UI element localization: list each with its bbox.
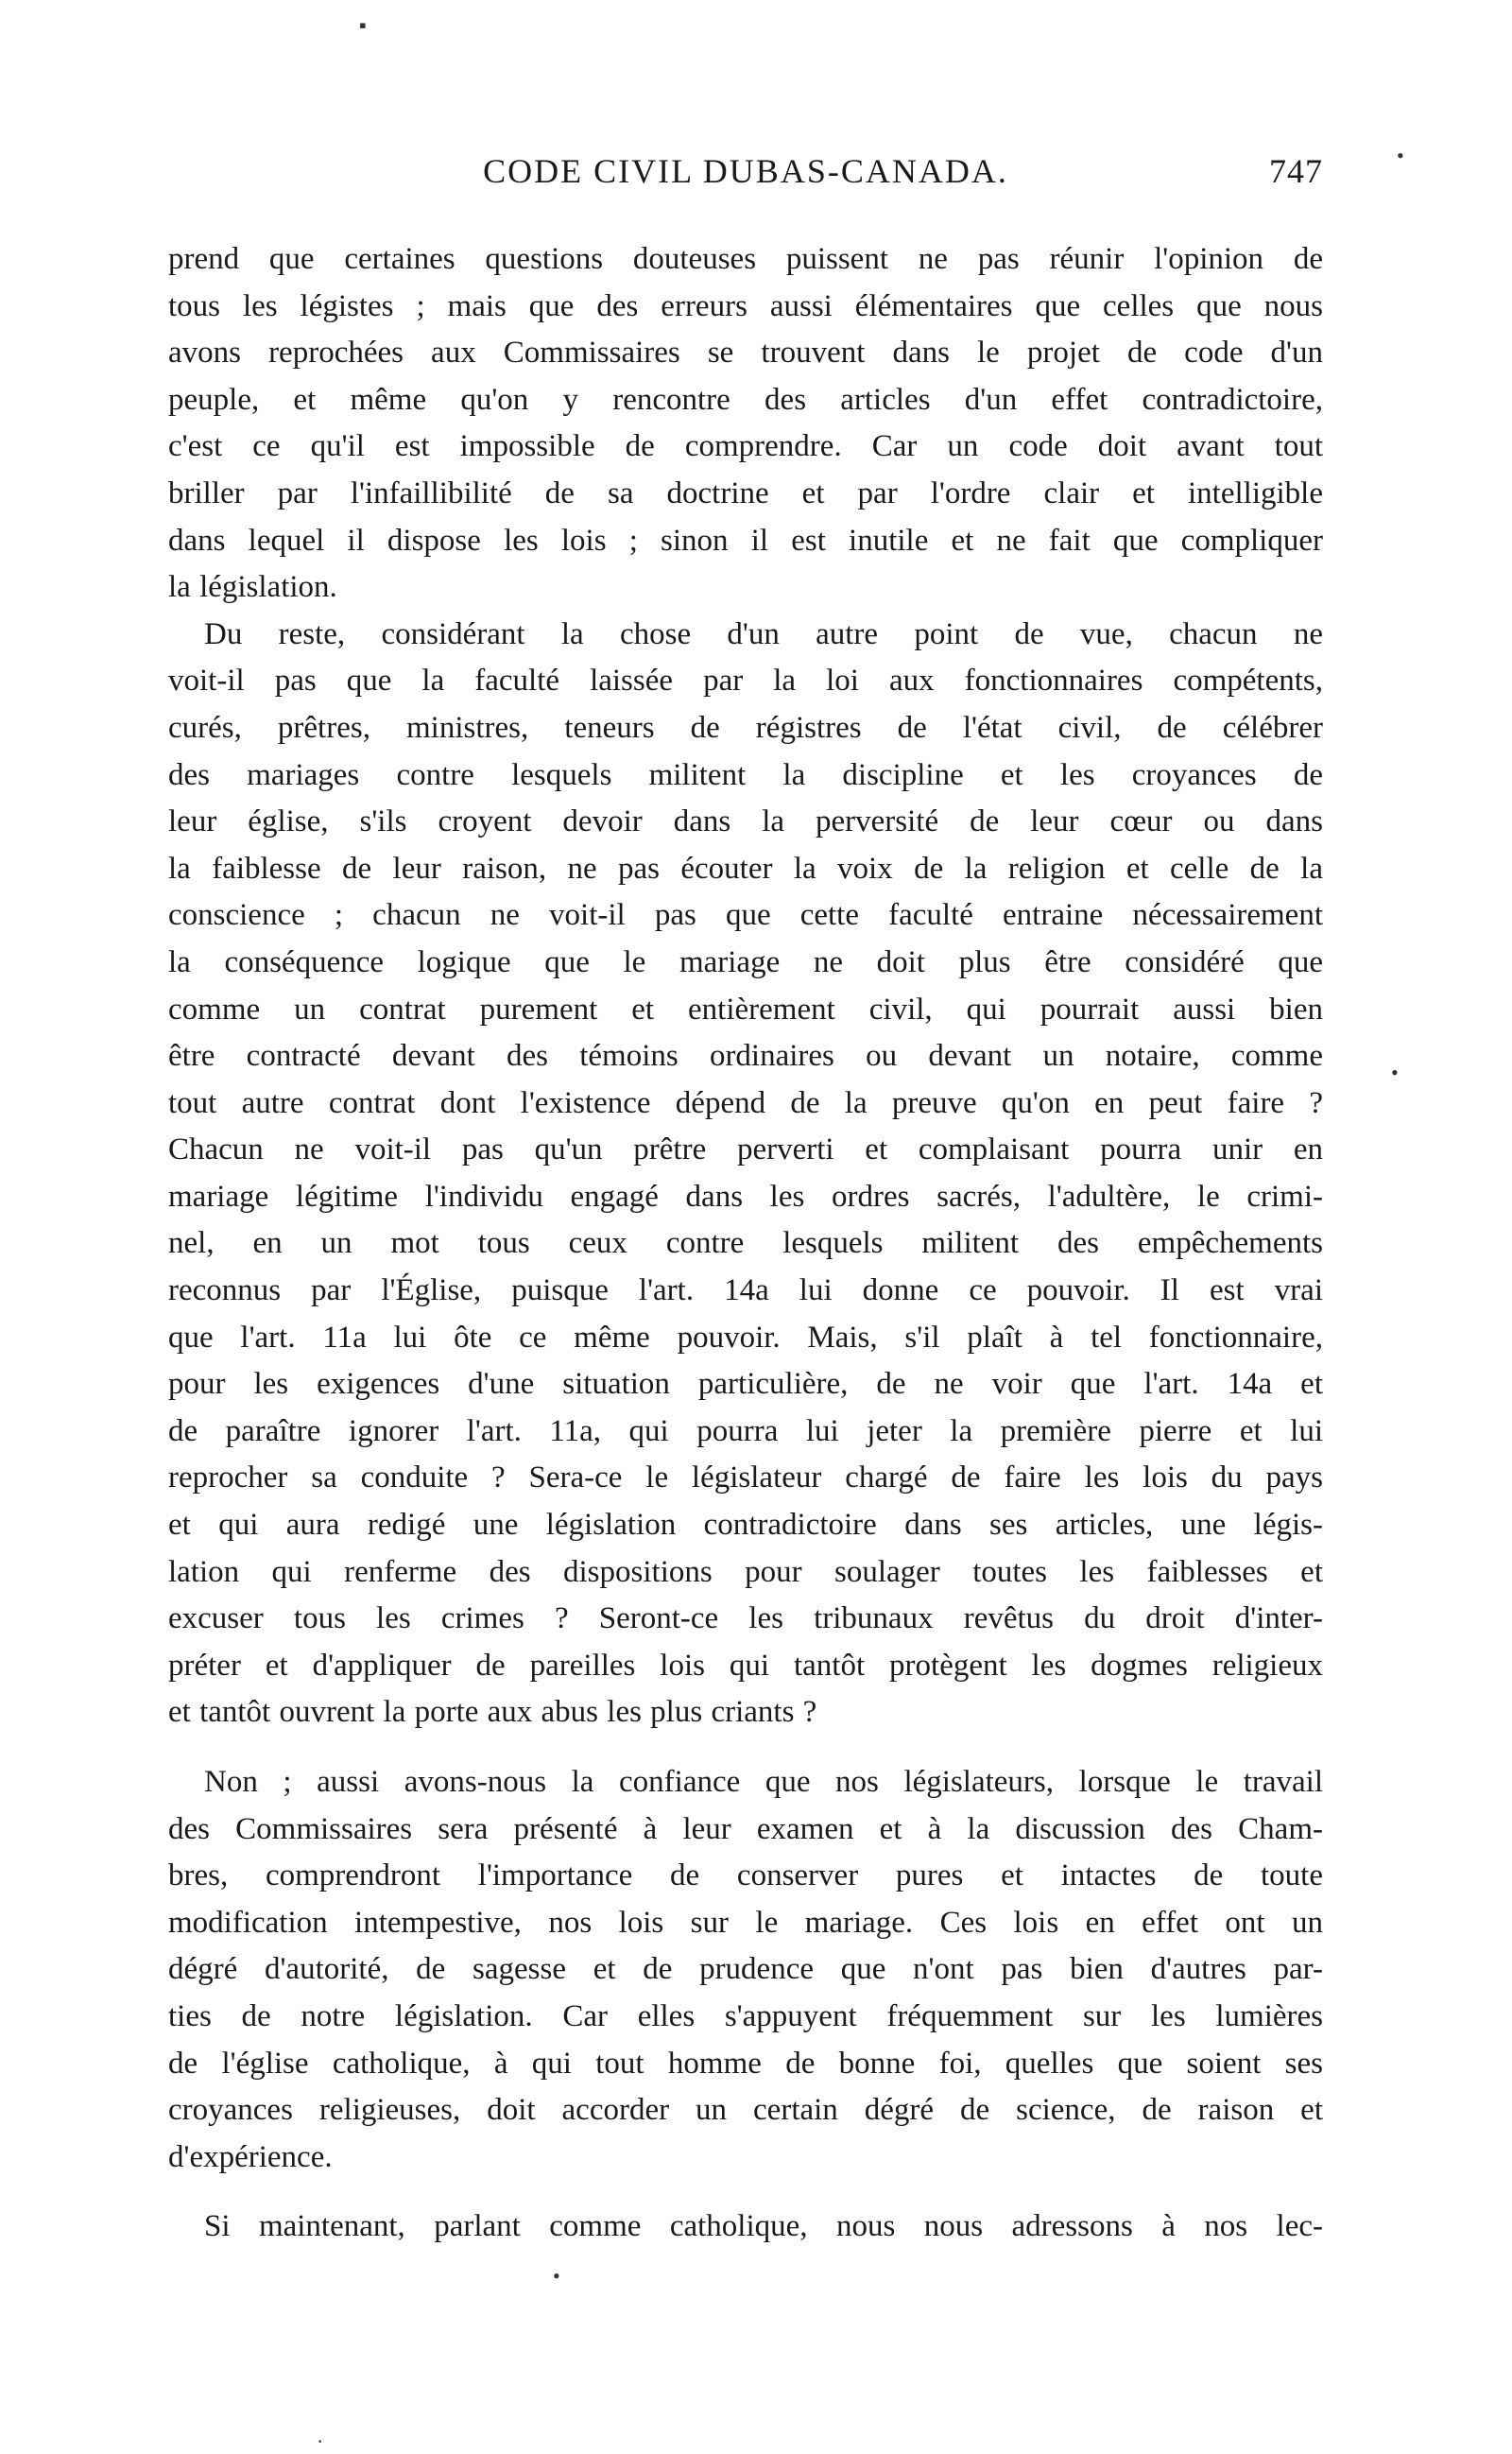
paragraph-spacer xyxy=(168,1737,1323,1759)
text-line: la législation. xyxy=(168,570,337,605)
print-speck: • xyxy=(553,2264,560,2288)
text-line: des mariages contre lesquels militent la discipline et les croyances de xyxy=(168,757,1323,792)
text-line: être contracté devant des témoins ordinaires ou devant un notaire, comme xyxy=(168,1039,1323,1074)
print-speck: · xyxy=(317,2429,324,2453)
text-line: et qui aura redigé une législation contradictoire dans ses articles, une légis- xyxy=(168,1508,1323,1543)
print-speck: • xyxy=(1391,1061,1399,1084)
text-line: Non ; aussi avons-nous la confiance que nos législateurs, lorsque le travail xyxy=(204,1765,1323,1799)
text-line: des Commissaires sera présenté à leur examen et à la discussion des Cham- xyxy=(168,1811,1323,1846)
text-line: Chacun ne voit-il pas qu'un prêtre perverti et complaisant pourra unir en xyxy=(168,1132,1323,1167)
text-line: reconnus par l'Église, puisque l'art. 14a lui donne ce pouvoir. Il est vrai xyxy=(168,1273,1323,1308)
text-line: que l'art. 11a lui ôte ce même pouvoir. Mais, s'il plaît à tel fonctionnaire, xyxy=(168,1320,1323,1355)
text-line: c'est ce qu'il est impossible de comprendre. Car un code doit avant tout xyxy=(168,429,1323,464)
text-line: curés, prêtres, ministres, teneurs de régistres de l'état civil, de célébrer xyxy=(168,710,1323,745)
print-speck: ▪ xyxy=(359,13,367,37)
text-line: comme un contrat purement et entièrement civil, qui pourrait aussi bien xyxy=(168,992,1323,1027)
text-line: reprocher sa conduite ? Sera-ce le législateur chargé de faire les lois du pays xyxy=(168,1460,1323,1495)
text-line: d'expérience. xyxy=(168,2139,333,2174)
text-line: croyances religieuses, doit accorder un certain dégré de science, de raison et xyxy=(168,2093,1323,2128)
text-line: bres, comprendront l'importance de conserver pures et intactes de toute xyxy=(168,1858,1323,1893)
text-line: briller par l'infaillibilité de sa doctrine et par l'ordre clair et intelligible xyxy=(168,475,1323,510)
text-line: conscience ; chacun ne voit-il pas que cette faculté entraine nécessairement xyxy=(168,898,1323,933)
text-line: Si maintenant, parlant comme catholique, nous nous adressons à nos lec- xyxy=(204,2209,1323,2244)
text-line: tous les légistes ; mais que des erreurs aussi élémentaires que celles que nous xyxy=(168,288,1323,323)
running-title: CODE CIVIL DUBAS-CANADA. xyxy=(483,152,1008,190)
paragraph-spacer xyxy=(168,2181,1323,2203)
print-speck: • xyxy=(1397,144,1404,167)
text-line: de paraître ignorer l'art. 11a, qui pourra lui jeter la première pierre et lui xyxy=(168,1413,1323,1448)
paragraph-2 xyxy=(168,612,1323,1737)
text-line: la faiblesse de leur raison, ne pas écouter la voix de la religion et celle de la xyxy=(168,851,1323,886)
text-line: Du reste, considérant la chose d'un autre point de vue, chacun ne xyxy=(204,616,1323,651)
text-line: ties de notre législation. Car elles s'appuyent fréquemment sur les lumières xyxy=(168,1998,1323,2033)
text-line: excuser tous les crimes ? Seront-ce les tribunaux revêtus du droit d'inter- xyxy=(168,1601,1323,1636)
text-line: modification intempestive, nos lois sur le mariage. Ces lois en effet ont un xyxy=(168,1905,1323,1940)
text-line: préter et d'appliquer de pareilles lois qui tantôt protègent les dogmes religieux xyxy=(168,1648,1323,1683)
text-line: tout autre contrat dont l'existence dépend de la preuve qu'on en peut faire ? xyxy=(168,1085,1323,1120)
text-line: peuple, et même qu'on y rencontre des articles d'un effet contradictoire, xyxy=(168,382,1323,417)
paragraph-1 xyxy=(168,236,1323,612)
paragraph-3 xyxy=(168,1759,1323,2181)
body-text xyxy=(168,236,1323,2251)
text-line: mariage légitime l'individu engagé dans les ordres sacrés, l'adultère, le crimi- xyxy=(168,1179,1323,1214)
text-line: et tantôt ouvrent la porte aux abus les plus criants ? xyxy=(168,1695,817,1730)
text-line: lation qui renferme des dispositions pour soulager toutes les faiblesses et xyxy=(168,1554,1323,1589)
text-line: dégré d'autorité, de sagesse et de prudence que n'ont pas bien d'autres par- xyxy=(168,1952,1323,1987)
text-line: dans lequel il dispose les lois ; sinon il est inutile et ne fait que compliquer xyxy=(168,523,1323,558)
page-number: 747 xyxy=(1269,152,1323,190)
text-line: nel, en un mot tous ceux contre lesquels militent des empêchements xyxy=(168,1226,1323,1261)
paragraph-4 xyxy=(168,2203,1323,2251)
text-line: voit-il pas que la faculté laissée par la loi aux fonctionnaires compétents, xyxy=(168,664,1323,699)
text-line: pour les exigences d'une situation particulière, de ne voir que l'art. 14a et xyxy=(168,1367,1323,1402)
text-line: prend que certaines questions douteuses puissent ne pas réunir l'opinion de xyxy=(168,242,1323,276)
text-line: avons reprochées aux Commissaires se trouvent dans le projet de code d'un xyxy=(168,336,1323,371)
text-line: leur église, s'ils croyent devoir dans la perversité de leur cœur ou dans xyxy=(168,804,1323,839)
text-line: la conséquence logique que le mariage ne doit plus être considéré que xyxy=(168,944,1323,979)
text-line: de l'église catholique, à qui tout homme de bonne foi, quelles que soient ses xyxy=(168,2046,1323,2081)
running-head xyxy=(168,151,1323,208)
